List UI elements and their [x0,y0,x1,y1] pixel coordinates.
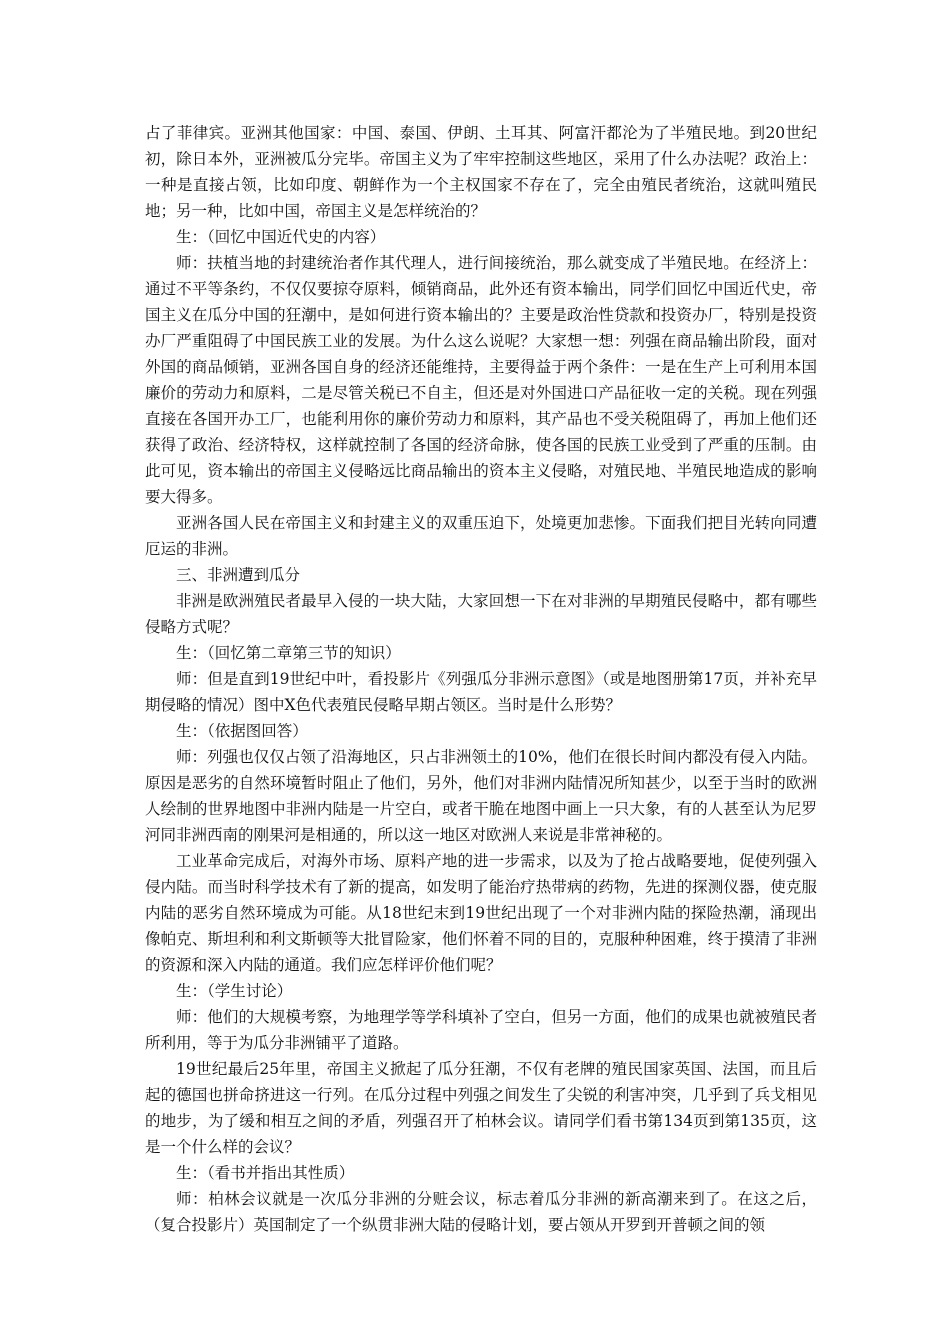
paragraph-teacher-map: 师：但是直到19世纪中叶，看投影片《列强瓜分非洲示意图》（或是地图册第17页，并补充早期侵略的情况）图中X色代表殖民侵略早期占领区。当时是什么形势？ [145,670,817,714]
section-heading-africa-partition: 三、非洲遭到瓜分 [176,566,301,584]
paragraph-transition-africa: 亚洲各国人民在帝国主义和封建主义的双重压迫下，处境更加悲惨。下面我们把目光转向同遭厄运的非洲。 [145,514,817,558]
paragraph-student-read-book: 生：（看书并指出其性质） [176,1164,355,1182]
paragraph-teacher-coastal: 师：列强也仅仅占领了沿海地区，只占非洲领土的10%，他们在很长时间内都没有侵入内陆。原因是恶劣的自然环境暂时阻止了他们，另外，他们对非洲内陆情况所知甚少，以至于当时的欧洲人绘制的世界地图中非洲内陆是一片空白，或者干脆在地图中画上一只大象，有的人甚至认为尼罗河同非洲西南的刚果河是相通的，所以这一地区对欧洲人来说是非常神秘的。 [145,748,817,844]
paragraph-student-recall-chapter: 生：（回忆第二章第三节的知识） [176,644,401,662]
paragraph-teacher-explorers: 师：他们的大规模考察，为地理学等学科填补了空白，但另一方面，他们的成果也就被殖民者所利用，等于为瓜分非洲铺平了道路。 [145,1008,817,1052]
document-page [145,120,817,1238]
paragraph-industrial-revolution: 工业革命完成后，对海外市场、原料产地的进一步需求，以及为了抢占战略要地，促使列强入侵内陆。而当时科学技术有了新的提高，如发明了能治疗热带病的药物，先进的探测仪器，使克服内陆的恶劣自然环境成为可能。从18世纪末到19世纪出现了一个对非洲内陆的探险热潮，涌现出像帕克、斯坦利和利文斯顿等大批冒险家，他们怀着不同的目的，克服种种困难，终于摸清了非洲的资源和深入内陆的通道。我们应怎样评价他们呢？ [145,852,817,974]
paragraph-asia-control: 占了菲律宾。亚洲其他国家：中国、泰国、伊朗、土耳其、阿富汗都沦为了半殖民地。到20世纪初，除日本外，亚洲被瓜分完毕。帝国主义为了牢牢控制这些地区，采用了什么办法呢？政治上：一种是直接占领，比如印度、朝鲜作为一个主权国家不存在了，完全由殖民者统治，这就叫殖民地；另一种，比如中国，帝国主义是怎样统治的？ [145,124,817,220]
paragraph-berlin-conference: 19世纪最后25年里，帝国主义掀起了瓜分狂潮，不仅有老牌的殖民国家英国、法国，而且后起的德国也拼命挤进这一行列。在瓜分过程中列强之间发生了尖锐的利害冲突，几乎到了兵戈相见的地步，为了缓和相互之间的矛盾，列强召开了柏林会议。请同学们看书第134页到第135页，这是一个什么样的会议？ [145,1060,817,1156]
paragraph-student-discussion: 生：（学生讨论） [176,982,293,1000]
paragraph-student-recall-china: 生：（回忆中国近代史的内容） [176,228,386,246]
paragraph-africa-early-invasion: 非洲是欧洲殖民者最早入侵的一块大陆，大家回想一下在对非洲的早期殖民侵略中，都有哪些侵略方式呢？ [145,592,817,636]
paragraph-student-answer-map: 生：（依据图回答） [176,722,308,740]
paragraph-teacher-capital-export: 师：扶植当地的封建统治者作其代理人，进行间接统治，那么就变成了半殖民地。在经济上：通过不平等条约，不仅仅要掠夺原料，倾销商品，此外还有资本输出，同学们回忆中国近代史，帝国主义在瓜分中国的狂潮中，是如何进行资本输出的？主要是政治性贷款和投资办厂，特别是投资办厂严重阻碍了中国民族工业的发展。为什么这么说呢？大家想一想：列强在商品输出阶段，面对外国的商品倾销，亚洲各国自身的经济还能维持，主要得益于两个条件：一是在生产上可利用本国廉价的劳动力和原料，二是尽管关税已不自主，但还是对外国进口产品征收一定的关税。现在列强直接在各国开办工厂，也能利用你的廉价劳动力和原料，其产品也不受关税阻碍了，再加上他们还获得了政治、经济特权，这样就控制了各国的经济命脉，使各国的民族工业受到了严重的压制。由此可见，资本输出的帝国主义侵略远比商品输出的资本主义侵略，对殖民地、半殖民地造成的影响要大得多。 [145,254,817,506]
paragraph-teacher-berlin-nature: 师：柏林会议就是一次瓜分非洲的分赃会议，标志着瓜分非洲的新高潮来到了。在这之后，（复合投影片）英国制定了一个纵贯非洲大陆的侵略计划，要占领从开罗到开普顿之间的领 [145,1190,817,1234]
